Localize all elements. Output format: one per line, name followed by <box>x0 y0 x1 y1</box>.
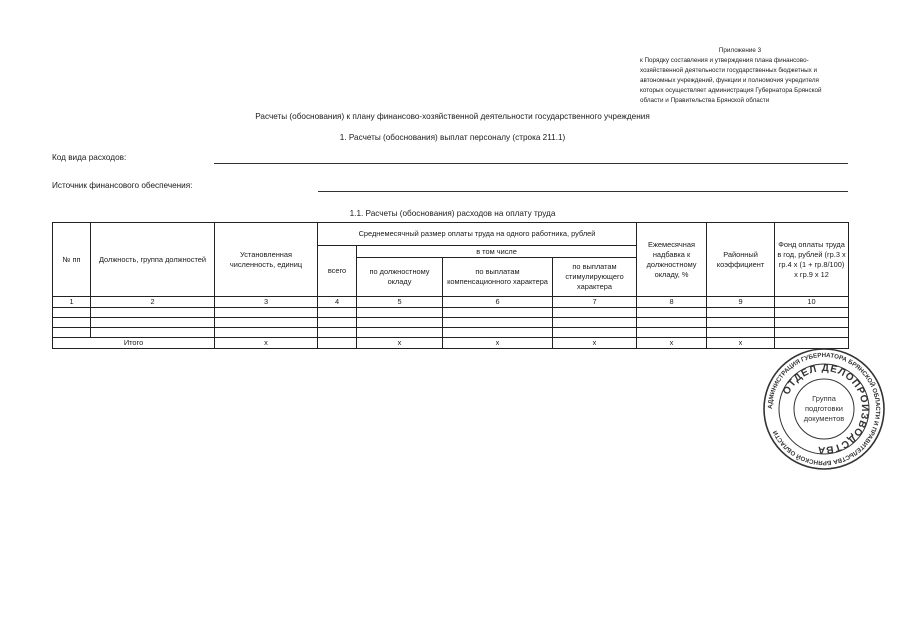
total-regional: x <box>707 338 775 349</box>
header-annual-fund: Фонд оплаты труда в год, рублей (гр.3 х гр.4 х (1 + гр.8/100) х гр.9 х 12 <box>775 223 849 297</box>
total-incentive: x <box>553 338 637 349</box>
header-including: в том числе <box>357 246 637 258</box>
col-number: 5 <box>357 297 443 308</box>
expense-code-field <box>214 163 848 164</box>
col-number: 2 <box>91 297 215 308</box>
appendix-line: к Порядку составления и утверждения плана финансово- <box>640 57 809 64</box>
header-incentive: по выплатам стимулирующего характера <box>553 258 637 297</box>
expense-code-label: Код вида расходов: <box>52 153 127 162</box>
col-number: 9 <box>707 297 775 308</box>
table-title: 1.1. Расчеты (обоснования) расходов на оплату труда <box>349 209 556 218</box>
appendix-line: которых осуществляет администрация Губернатора Брянской <box>640 87 822 94</box>
col-number: 4 <box>318 297 357 308</box>
stamp-department-text: ОТДЕЛ ДЕЛОПРОИЗВОДСТВА <box>781 362 871 456</box>
header-num: № пп <box>53 223 91 297</box>
col-number: 3 <box>215 297 318 308</box>
header-position: Должность, группа должностей <box>91 223 215 297</box>
col-number: 1 <box>53 297 91 308</box>
payroll-table <box>52 222 849 349</box>
appendix-line: автономных учреждений, функции и полномочия учредителя <box>640 77 819 84</box>
col-number: 7 <box>553 297 637 308</box>
appendix-line: хозяйственной деятельности государственных бюджетных и <box>640 67 818 74</box>
appendix-line: области и Правительства Брянской области <box>640 97 770 104</box>
funding-source-field <box>318 191 848 192</box>
total-row <box>53 338 849 349</box>
document-title: Расчеты (обоснования) к плану финансово-хозяйственной деятельности государственного учреждения <box>255 112 650 121</box>
total-all <box>318 338 357 349</box>
table-row <box>53 328 849 338</box>
total-monthly-bonus: x <box>637 338 707 349</box>
stamp-center-line: Группа <box>812 394 836 403</box>
stamp-ring-text: АДМИНИСТРАЦИЯ ГУБЕРНАТОРА БРЯНСКОЙ ОБЛАСТИ И ПРАВИТЕЛЬСТВА БРЯНСКОЙ ОБЛАСТИ <box>766 351 882 467</box>
appendix-note <box>640 46 840 106</box>
stamp-center-line: подготовки <box>805 404 843 413</box>
col-number: 10 <box>775 297 849 308</box>
header-compensation: по выплатам компенсационного характера <box>443 258 553 297</box>
header-regional-coefficient: Районный коэффициент <box>707 223 775 297</box>
header-monthly-bonus: Ежемесячная надбавка к должностному окладу, % <box>637 223 707 297</box>
official-stamp <box>762 347 886 471</box>
table-row <box>53 308 849 318</box>
funding-source-label: Источник финансового обеспечения: <box>52 181 193 190</box>
table-row <box>53 318 849 328</box>
header-average-salary: Среднемесячный размер оплаты труда на одного работника, рублей <box>318 223 637 246</box>
column-number-row <box>53 297 849 308</box>
header-salary: по должностному окладу <box>357 258 443 297</box>
total-label: Итого <box>53 338 215 349</box>
appendix-head: Приложение 3 <box>718 47 762 54</box>
total-staff: x <box>215 338 318 349</box>
col-number: 6 <box>443 297 553 308</box>
header-total: всего <box>318 246 357 297</box>
section-title: 1. Расчеты (обоснования) выплат персоналу (строка 211.1) <box>339 133 566 142</box>
total-salary: x <box>357 338 443 349</box>
total-compensation: x <box>443 338 553 349</box>
col-number: 8 <box>637 297 707 308</box>
stamp-center-line: документов <box>803 414 845 423</box>
header-staff: Установленная численность, единиц <box>215 223 318 297</box>
